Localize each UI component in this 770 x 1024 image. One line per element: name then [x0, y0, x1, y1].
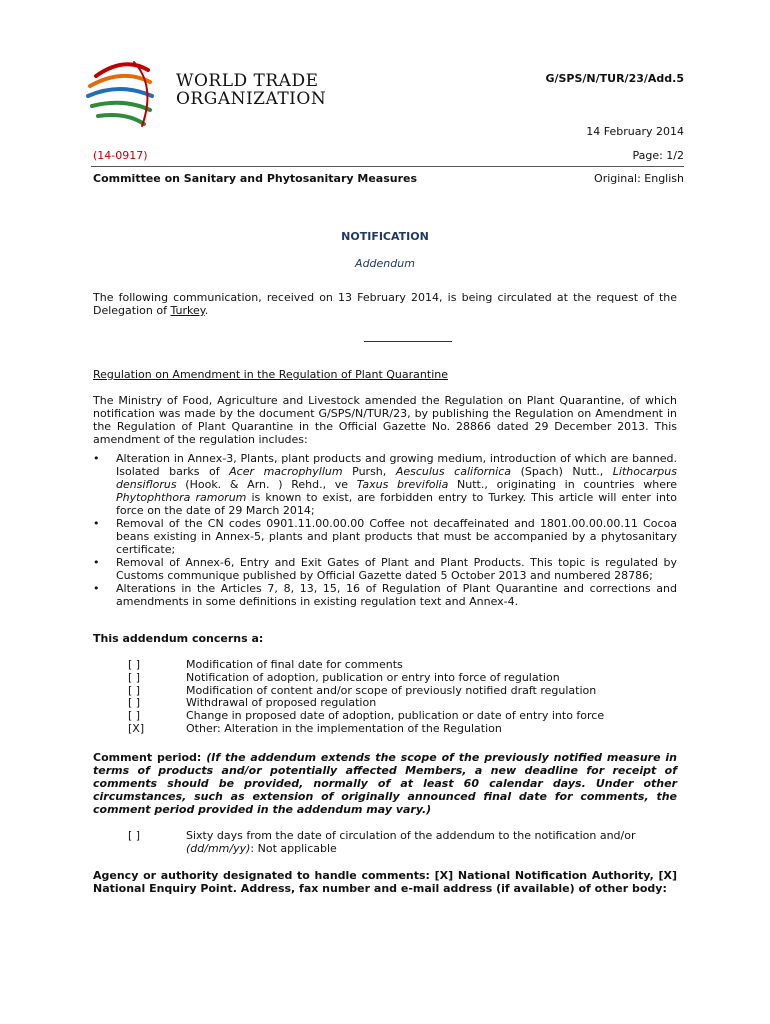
checklist-row: [128, 723, 604, 736]
checkbox: [ ]: [128, 683, 141, 697]
org-name-line2: ORGANIZATION: [176, 89, 327, 109]
checklist-label: Modification of content and/or scope of previously notified draft regulation: [186, 683, 597, 697]
species-name: Taxus brevifolia: [356, 478, 449, 491]
notification-title: NOTIFICATION: [341, 230, 429, 243]
bullet-icon: •: [93, 556, 100, 569]
section-divider: [364, 341, 452, 342]
comment-period-label: Comment period:: [93, 751, 207, 764]
sixty-days-text-b: : Not applicable: [250, 842, 337, 855]
regulation-heading: Regulation on Amendment in the Regulation of Plant Quarantine: [93, 368, 448, 381]
bullet1-text-e: Nutt., originating in countries where: [448, 478, 678, 491]
checkbox: [ ]: [128, 696, 141, 710]
original-language: Original: English: [594, 172, 684, 185]
regulation-paragraph: The Ministry of Food, Agriculture and Livestock amended the Regulation on Plant Quarantine, of which notification was made by the document G/SPS/N/TUR/23, by publishing the Regulation on Amendment in the Regulation of Plant Quarantine in the Official Gazette No. 28866 dated 29 December 2013. This amendment of the regulation includes:: [93, 394, 677, 446]
intro-country: Turkey: [170, 304, 205, 317]
org-name: [176, 72, 326, 108]
list-item: [93, 452, 677, 517]
addendum-subtitle: Addendum: [355, 257, 415, 270]
bullet1-text-f: is known to exist, are forbidden entry to Turkey. This article will enter into force on the date of 29 March 2014;: [116, 491, 677, 517]
committee-name: Committee on Sanitary and Phytosanitary Measures: [93, 172, 418, 185]
bullet1-text-c: (Spach) Nutt.,: [511, 465, 613, 478]
sixty-days-text-a: Sixty days from the date of circulation of the addendum to the notification and/or: [186, 829, 636, 842]
species-name: Phytophthora ramorum: [116, 491, 247, 504]
intro-text: The following communication, received on 13 February 2014, is being circulated at the request of the Delegation of: [93, 291, 677, 317]
checkbox: [ ]: [128, 658, 141, 671]
concerns-title: This addendum concerns a:: [93, 632, 264, 645]
intro-paragraph: [93, 291, 677, 317]
sixty-days-row: [128, 829, 684, 855]
checklist-label: Modification of final date for comments: [186, 658, 403, 671]
checkbox: [ ]: [128, 829, 141, 842]
sixty-days-text: [186, 829, 684, 855]
agency-paragraph: Agency or authority designated to handle comments: [X] National Notification Authority, [X] National Enquiry Point. Address, fax number and e-mail address (if available) of other body:: [93, 869, 677, 895]
date-format: (dd/mm/yy): [186, 842, 251, 855]
bullet-icon: •: [93, 517, 100, 530]
header-divider: [91, 166, 684, 167]
checkbox: [ ]: [128, 709, 141, 723]
checklist-row: [128, 659, 604, 672]
checkbox: [ ]: [128, 670, 141, 684]
checklist-label: Withdrawal of proposed regulation: [186, 696, 377, 710]
intro-end: .: [204, 304, 209, 317]
comment-period-paragraph: [93, 751, 677, 816]
species-name: Lithocarpus densiflorus: [116, 465, 677, 491]
comment-period-text: (If the addendum extends the scope of the previously notified measure in terms of products and/or potentially affected Members, a new deadline for receipt of comments should be provided, normally of at least 60 calendar days. Under other circumstances, such as extension of originally announced final date for comments, the comment period provided in the addendum may vary.): [93, 751, 678, 816]
checklist-label: Change in proposed date of adoption, publication or date of entry into force: [186, 709, 605, 723]
page-number: Page: 1/2: [632, 149, 684, 162]
bullet4-text: Alterations in the Articles 7, 8, 13, 15, 16 of Regulation of Plant Quarantine and corrections and amendments in some definitions in existing regulation text and Annex-4.: [116, 582, 677, 608]
checkbox-checked: [X]: [128, 721, 145, 735]
bullet1-text-a: Alteration in Annex-3, Plants, plant products and growing medium, introduction of which are banned. Isolated barks of: [116, 452, 677, 478]
checklist-row: [128, 672, 604, 685]
job-number: (14-0917): [93, 149, 148, 162]
list-item: [93, 582, 677, 608]
bullet1-text-d: (Hook. & Arn. ) Rehd., ve: [176, 478, 357, 491]
bullet2-text: Removal of the CN codes 0901.11.00.00.00 Coffee not decaffeinated and 1801.00.00.00.11 Cocoa beans existing in Annex-5, plants and plant products that must be accompanied by a phytosanitary certificate;: [116, 517, 677, 556]
bullet-icon: •: [93, 452, 100, 465]
document-date: 14 February 2014: [586, 125, 684, 138]
org-name-line1: WORLD TRADE: [176, 71, 319, 91]
checklist-label: Notification of adoption, publication or entry into force of regulation: [186, 670, 560, 684]
wto-emblem-icon: [88, 62, 152, 126]
bullet-icon: •: [93, 582, 100, 595]
document-symbol: G/SPS/N/TUR/23/Add.5: [545, 72, 684, 85]
concerns-checklist: [128, 659, 604, 736]
list-item: [93, 556, 677, 582]
bullet3-text: Removal of Annex-6, Entry and Exit Gates of Plant and Plant Products. This topic is regulated by Customs communique published by Official Gazette dated 5 October 2013 and numbered 28786;: [116, 556, 677, 582]
amendment-list: [93, 452, 677, 608]
list-item: [93, 517, 677, 556]
checklist-label: Other: Alteration in the implementation of the Regulation: [186, 721, 502, 735]
species-name: Acer macrophyllum: [229, 465, 343, 478]
species-name: Aesculus californica: [395, 465, 512, 478]
bullet1-text-b: Pursh,: [342, 465, 396, 478]
